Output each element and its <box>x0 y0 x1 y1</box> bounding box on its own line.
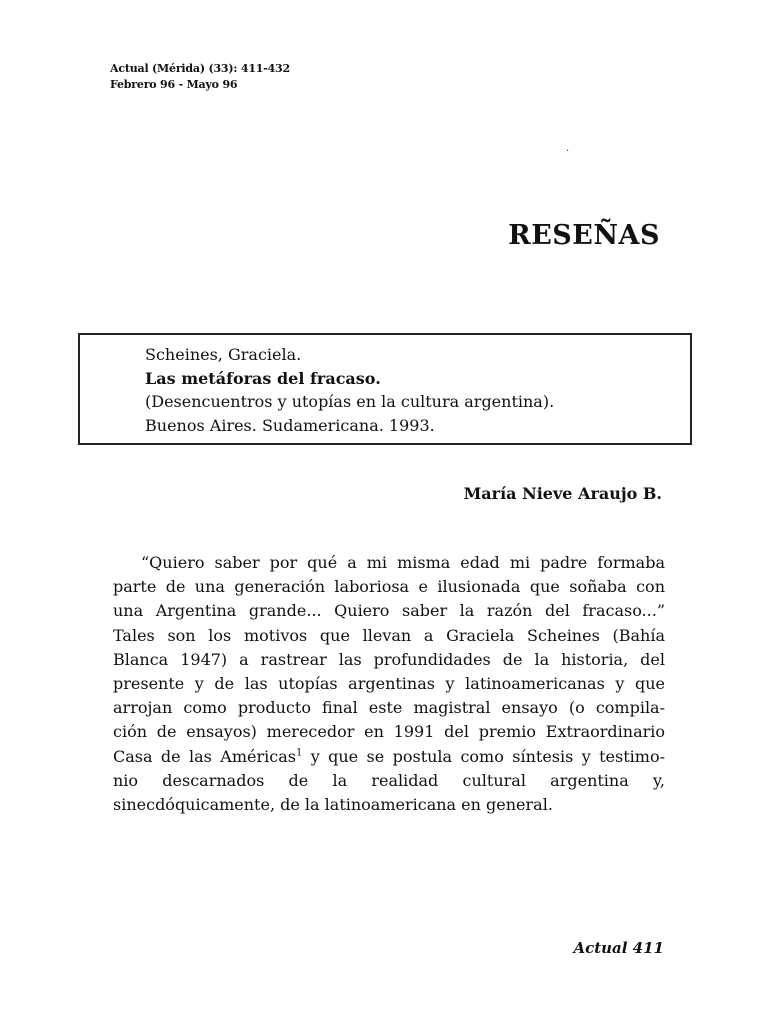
section-title: RESEÑAS <box>508 220 660 251</box>
reviewer-name: María Nieve Araujo B. <box>463 484 662 503</box>
book-reference-box <box>78 333 692 445</box>
body-line: “Quiero saber por qué a mi misma edad mi padre formaba <box>141 553 665 572</box>
journal-citation: Actual (Mérida) (33): 411-432 <box>110 62 290 75</box>
page-footer: Actual 411 <box>573 939 664 957</box>
body-line: presente y de las utopías argentinas y latinoamericanas y que <box>113 674 665 694</box>
body-text-fragment: Casa de las Américas <box>113 746 296 766</box>
book-publication: Buenos Aires. Sudamericana. 1993. <box>145 415 435 435</box>
body-line: ción de ensayos) merecedor en 1991 del premio Extraordinario <box>113 722 665 742</box>
footnote-marker[interactable]: 1 <box>295 747 303 759</box>
body-line-with-footnote <box>113 745 665 769</box>
scan-speck: · <box>566 146 570 157</box>
book-author: Scheines, Graciela. <box>145 345 302 364</box>
body-line: Tales son los motivos que llevan a Graciela Scheines (Bahía <box>113 625 665 645</box>
body-line: Blanca 1947) a rastrear las profundidades de la historia, del <box>113 649 665 669</box>
book-subtitle: (Desencuentros y utopías en la cultura argentina). <box>145 392 555 411</box>
body-text-fragment: y que se postula como síntesis y testimo- <box>302 746 665 766</box>
review-body <box>113 551 665 817</box>
body-line: parte de una generación laboriosa e ilusionada que soñaba con <box>113 577 665 597</box>
journal-dates: Febrero 96 - Mayo 96 <box>110 78 238 91</box>
book-reference <box>145 343 554 437</box>
journal-header <box>110 61 290 93</box>
body-line: una Argentina grande... Quiero saber la razón del fracaso...” <box>113 601 665 621</box>
body-line: arrojan como producto final este magistral ensayo (o compila- <box>113 698 665 718</box>
body-line: sinecdóquicamente, de la latinoamericana en general. <box>113 795 553 815</box>
book-title: Las metáforas del fracaso. <box>145 368 381 388</box>
body-line: nio descarnados de la realidad cultural argentina y, <box>113 770 665 790</box>
